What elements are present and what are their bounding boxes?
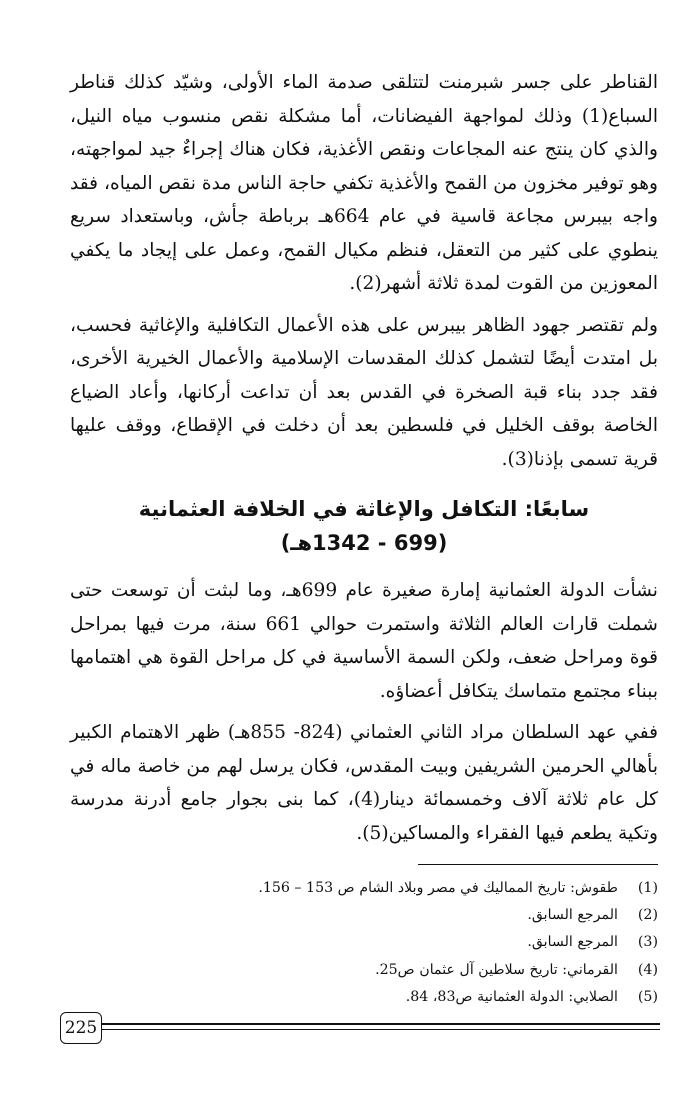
footnote-number: (2) bbox=[637, 907, 658, 924]
section-heading bbox=[70, 492, 658, 560]
footer-rule-thick bbox=[102, 1023, 660, 1025]
footnote-item bbox=[70, 929, 658, 956]
footnote-item bbox=[70, 875, 658, 902]
paragraph-2: ولم تقتصر جهود الظاهر بيبرس على هذه الأعمال التكافلية والإغاثية فحسب، بل امتدت أيضًا لتشمل كذلك المقدسات الإسلامية والأعمال الخيرية الأخرى، فقد جدد بناء قبة الصخرة في القدس بعد أن تداعت أركانها، وأعاد الضياع الخاصة بوقف الخليل في فلسطين بعد أن دخلت في الإقطاع، ووقف عليها قرية تسمى بإذنا(3). bbox=[70, 314, 658, 470]
section-heading-title: سابعًا: التكافل والإغاثة في الخلافة العثمانية bbox=[138, 497, 590, 521]
footnote-number: (3) bbox=[637, 934, 658, 951]
footnote-divider bbox=[418, 864, 658, 865]
section-heading-dates: (699 - 1342هـ) bbox=[280, 531, 448, 555]
paragraph-3: نشأت الدولة العثمانية إمارة صغيرة عام 699هـ، وما لبثت أن توسعت حتى شملت قارات العالم الثلاثة واستمرت حوالي 661 سنة، مرت فيها بمراحل قوة ومراحل ضعف، ولكن السمة الأساسية في كل مراحل القوة هي اهتمامها ببناء مجتمع متماسك يتكافل أعضاؤه. bbox=[70, 580, 658, 702]
paragraph-1: القناطر على جسر شبرمنت لتتلقى صدمة الماء الأولى، وشيّد كذلك قناطر السباع(1) وذلك لمواجهة الفيضانات، أما مشكلة نقص منسوب مياه النيل، والذي كان ينتج عنه المجاعات ونقص الأغذية، فكان هناك إجراءٌ جيد لمواجهته، وهو توفير مخزون من القمح والأغذية تكفي حاجة الناس مدة نقص المياه، فقد واجه بيبرس مجاعة قاسية في عام 664هـ برباطة جأش، وباستعداد سريع ينطوي على كثير من التعقل، فنظم مكيال القمح، وعمل على إيجاد ما يكفي المعوزين من القوت لمدة ثلاثة أشهر(2). bbox=[70, 72, 658, 294]
footnote-number: (1) bbox=[637, 880, 658, 896]
footnotes bbox=[70, 875, 658, 1011]
footnote-number: (5) bbox=[637, 988, 658, 1005]
footnote-text: الصلابي: الدولة العثمانية ص83، 84. bbox=[405, 988, 618, 1005]
footnote-item bbox=[70, 902, 658, 929]
footnote-number: (4) bbox=[637, 961, 658, 978]
footnote-item bbox=[70, 957, 658, 984]
paragraph-4: ففي عهد السلطان مراد الثاني العثماني (824- 855هـ) ظهر الاهتمام الكبير بأهالي الحرمين الشريفين وبيت المقدس، فكان يرسل لهم من خاصة ماله في كل عام ثلاثة آلاف وخمسمائة دينار(4)، كما بنى بجوار جامع أدرنة مدرسة وتكية يطعم فيها الفقراء والمساكين(5). bbox=[70, 722, 658, 844]
page-content bbox=[70, 66, 658, 1011]
footnote-text: القرماني: تاريخ سلاطين آل عثمان ص25. bbox=[375, 961, 618, 978]
page-footer bbox=[60, 1003, 660, 1053]
page-number: 225 bbox=[60, 1012, 102, 1044]
footnote-text: المرجع السابق. bbox=[527, 934, 618, 951]
footer-rule-thin bbox=[102, 1029, 660, 1030]
footnote-text: المرجع السابق. bbox=[527, 907, 618, 924]
footnote-text: طقوش: تاريخ المماليك في مصر وبلاد الشام ص 153 – 156. bbox=[258, 880, 618, 896]
